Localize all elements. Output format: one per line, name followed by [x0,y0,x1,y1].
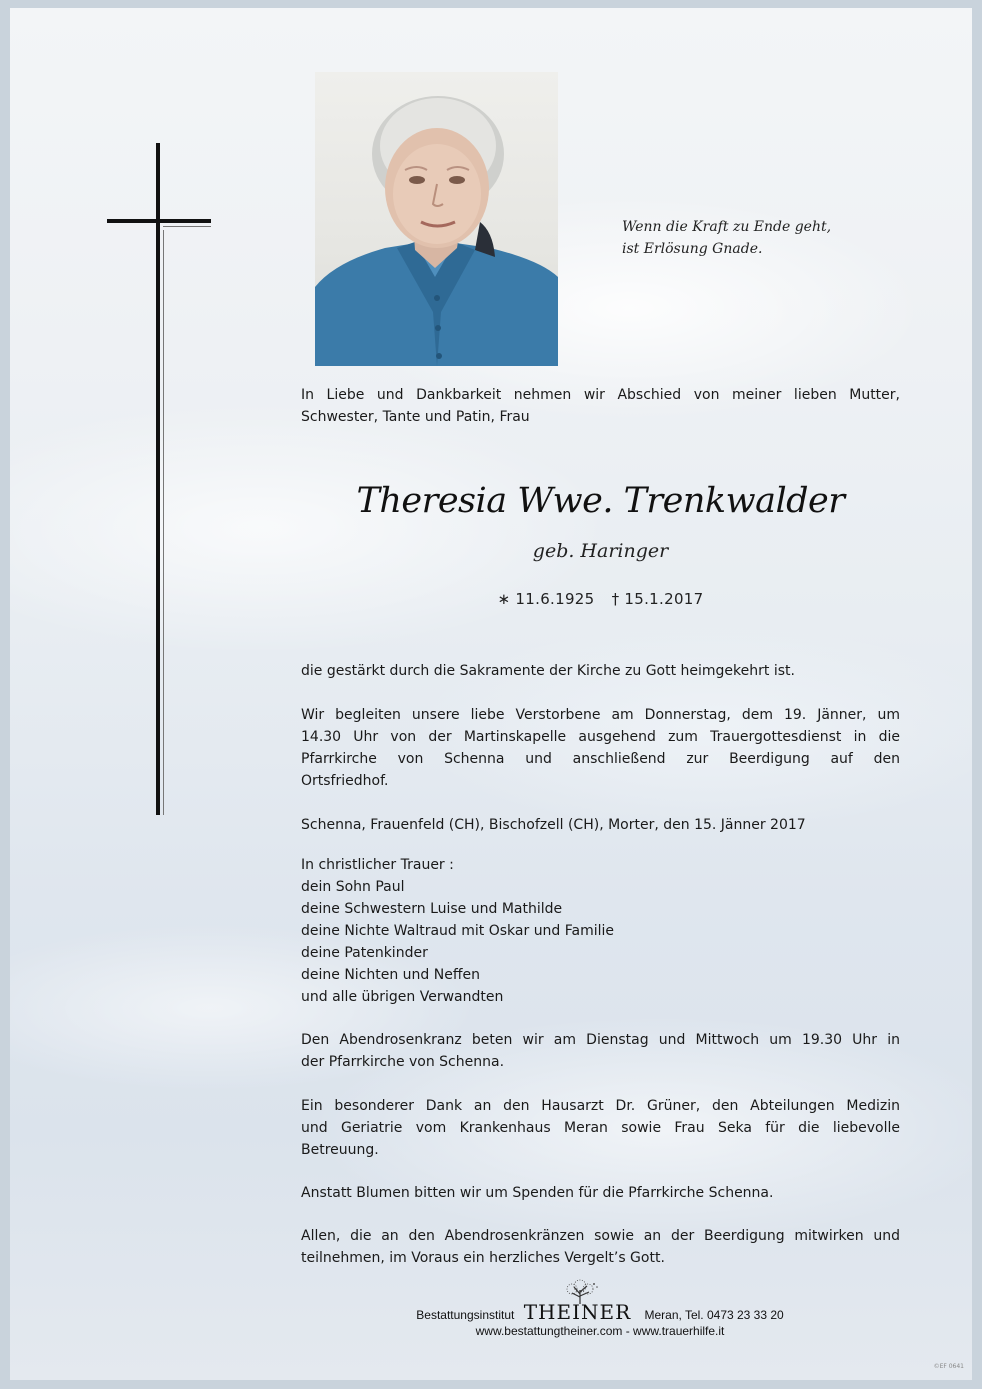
rosary-line: Den Abendrosenkranz beten wir am Dienstag und Mittwoch um 19.30 Uhr in [301,1032,900,1048]
footer-brand: THEINER [523,1300,632,1324]
document-code: ©EF 0641 [933,1363,964,1370]
closing-line: Allen, die an den Abendrosenkränzen sowie an der Beerdigung mitwirken und [301,1228,900,1244]
mourner-line: und alle übrigen Verwandten [301,989,504,1005]
cross-horizontal-shadow [163,226,211,227]
thanks-line: Ein besonderer Dank an den Hausarzt Dr. Grüner, den Abteilungen Medizin [301,1098,900,1114]
cross-horizontal-bar [107,219,211,223]
maiden-name: geb. Haringer [532,540,669,562]
birth-date: ∗ 11.6.1925 [497,590,595,608]
funeral-line: Pfarrkirche von Schenna und anschließend zur Beerdigung auf den [301,751,900,767]
rosary-line: der Pfarrkirche von Schenna. [301,1054,505,1070]
mourner-line: deine Schwestern Luise und Mathilde [301,901,563,917]
death-date: † 15.1.2017 [611,590,704,608]
cross-vertical-bar [156,143,160,815]
portrait-photo [315,72,558,366]
quote-line: Wenn die Kraft zu Ende geht, [622,219,832,235]
thanks-paragraph [301,1095,900,1161]
mourner-line: deine Nichten und Neffen [301,967,480,983]
deceased-name: Theresia Wwe. Trenkwalder [356,481,845,521]
funeral-home-logo [524,1300,639,1324]
obituary-page [10,8,972,1380]
thanks-line: Betreuung. [301,1142,379,1158]
donation-line: Anstatt Blumen bitten wir um Spenden für die Pfarrkirche Schenna. [301,1185,774,1201]
mourner-line: In christlicher Trauer : [301,857,454,873]
mourners-list [301,854,900,1008]
funeral-paragraph [301,704,900,792]
intro-paragraph [301,384,900,428]
thanks-line: und Geriatrie vom Krankenhaus Meran sowie Frau Seka für die liebevolle [301,1120,900,1136]
funeral-line: 14.30 Uhr von der Martinskapelle ausgehend zum Trauergottesdienst in die [301,729,900,745]
life-dates [301,590,900,608]
mourner-line: deine Patenkinder [301,945,428,961]
closing-paragraph [301,1225,900,1269]
tree-logo-icon [560,1278,600,1304]
footer-phone: Meran, Tel. 0473 23 33 20 [644,1308,784,1322]
intro-line: In Liebe und Dankbarkeit nehmen wir Abschied von meiner lieben Mutter, [301,387,900,403]
quote [622,216,922,260]
closing-line: teilnehmen, im Voraus ein herzliches Vergelt’s Gott. [301,1250,665,1266]
mourner-line: dein Sohn Paul [301,879,405,895]
rosary-paragraph [301,1029,900,1073]
footer-websites: www.bestattungtheiner.com - www.trauerhilfe.it [475,1324,725,1338]
cross-vertical-shadow [163,230,164,815]
funeral-home-footer [300,1300,900,1338]
sacraments-line: die gestärkt durch die Sakramente der Kirche zu Gott heimgekehrt ist. [301,663,795,679]
funeral-line: Wir begleiten unsere liebe Verstorbene am Donnerstag, dem 19. Jänner, um [301,707,900,723]
funeral-line: Ortsfriedhof. [301,773,389,789]
place-date: Schenna, Frauenfeld (CH), Bischofzell (CH), Morter, den 15. Jänner 2017 [301,817,806,833]
footer-prefix: Bestattungsinstitut [416,1308,515,1322]
mourner-line: deine Nichte Waltraud mit Oskar und Familie [301,923,615,939]
intro-line: Schwester, Tante und Patin, Frau [301,409,530,425]
portrait-illustration [315,72,558,366]
quote-line: ist Erlösung Gnade. [622,241,763,257]
